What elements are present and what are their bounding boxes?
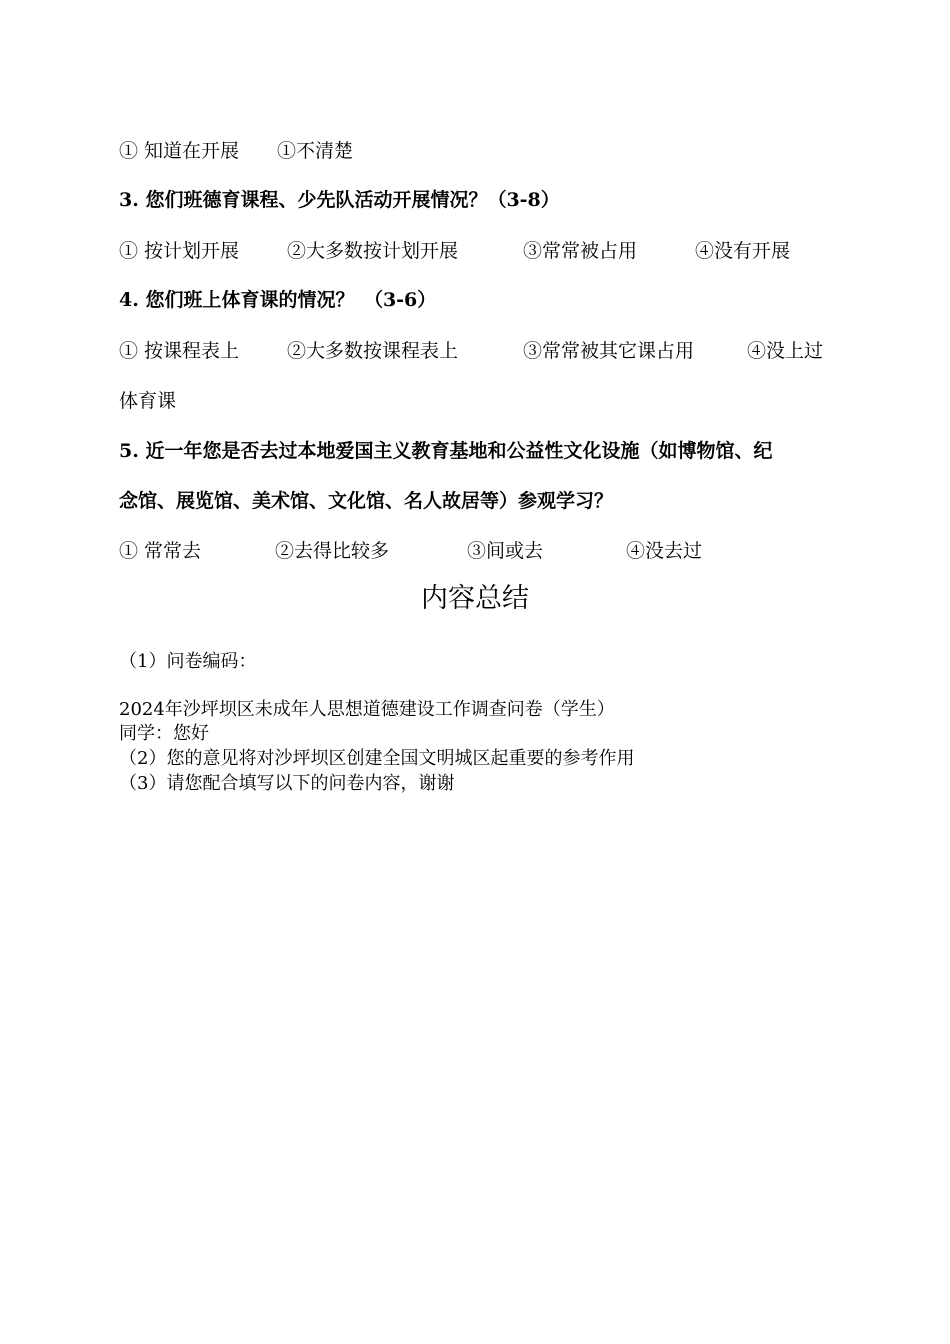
q3-option-4: ④没有开展 xyxy=(695,240,791,262)
q5-title-line-1: 5. 近一年您是否去过本地爱国主义教育基地和公益性文化设施（如博物馆、纪 xyxy=(119,440,773,462)
summary-line-5: （3）请您配合填写以下的问卷内容，谢谢 xyxy=(119,773,455,794)
q5-title-line-2: 念馆、展览馆、美术馆、文化馆、名人故居等）参观学习？ xyxy=(119,490,614,512)
q4-option-4: ④没上过 xyxy=(747,340,824,362)
summary-line-1: （1）问卷编码： xyxy=(119,651,257,672)
q3-option-2: ②大多数按计划开展 xyxy=(287,240,459,262)
summary-heading: 内容总结 xyxy=(421,583,529,614)
q5-option-3: ③间或去 xyxy=(467,540,544,562)
q5-option-1: ① 常常去 xyxy=(119,540,202,562)
q4-option-1: ① 按课程表上 xyxy=(119,340,240,362)
summary-line-3: 同学：您好 xyxy=(119,723,209,744)
q5-option-4: ④没去过 xyxy=(626,540,703,562)
q5-option-2: ②去得比较多 xyxy=(275,540,390,562)
q3-option-3: ③常常被占用 xyxy=(523,240,638,262)
q4-option-3: ③常常被其它课占用 xyxy=(523,340,695,362)
q4-title: 4. 您们班上体育课的情况？ （3-6） xyxy=(119,289,437,311)
q4-option-wrap: 体育课 xyxy=(119,390,177,412)
q2-option-1: ① 知道在开展 xyxy=(119,140,240,162)
summary-line-4: （2）您的意见将对沙坪坝区创建全国文明城区起重要的参考作用 xyxy=(119,748,635,769)
q4-option-2: ②大多数按课程表上 xyxy=(287,340,459,362)
summary-line-2: 2024年沙坪坝区未成年人思想道德建设工作调查问卷（学生） xyxy=(119,699,615,720)
q3-option-1: ① 按计划开展 xyxy=(119,240,240,262)
q2-option-2: ①不清楚 xyxy=(277,140,354,162)
q3-title: 3. 您们班德育课程、少先队活动开展情况？（3-8） xyxy=(119,189,560,211)
